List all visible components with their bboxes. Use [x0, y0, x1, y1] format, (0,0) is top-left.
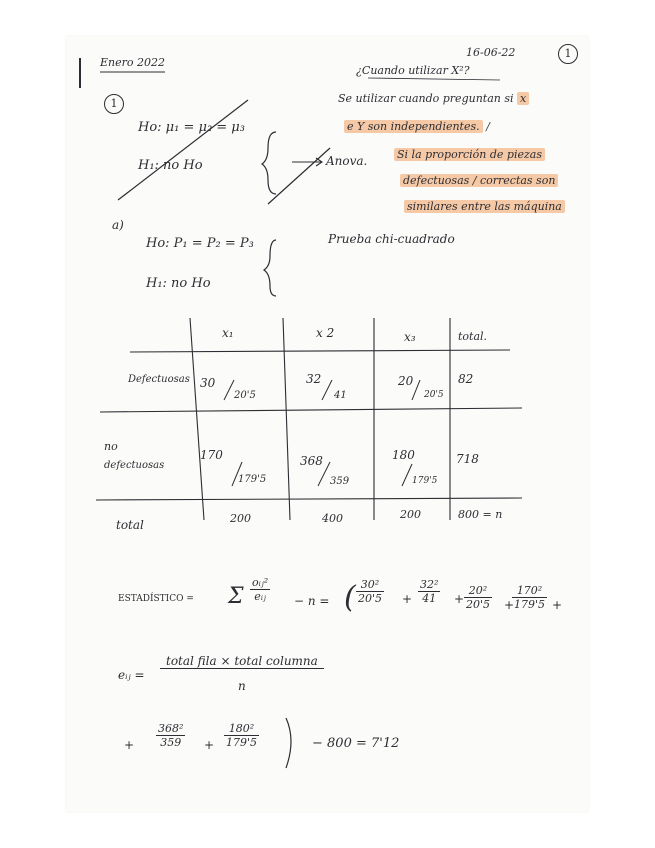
- brace-anova: [262, 132, 276, 194]
- total-col-1: 200: [230, 512, 251, 525]
- close-paren-stroke: [286, 718, 291, 768]
- note-line-1: Se utilizar cuando preguntan si x: [338, 92, 529, 105]
- sum-symbol: Σ: [228, 584, 244, 609]
- part-a-h0: Ho: P₁ = P₂ = P₃: [146, 236, 254, 251]
- final-plus-lead: +: [124, 738, 135, 752]
- open-paren: (: [344, 580, 356, 615]
- total-col-3: 200: [400, 508, 421, 521]
- final-fraction: $\frac{\text{180²}}{179'5}$: [226, 722, 258, 749]
- minus-n: − n =: [294, 594, 330, 608]
- expected-lhs: eᵢⱼ =: [118, 668, 145, 682]
- problem-number: 1: [104, 94, 124, 114]
- col-x2: x 2: [316, 326, 335, 340]
- cell-exp: 20'5: [234, 390, 256, 401]
- cell-obs: 170: [200, 448, 223, 462]
- row-label-no-defectuosas: defectuosas: [104, 460, 165, 471]
- note-title: ¿Cuando utilizar X²?: [356, 64, 470, 77]
- col-x3: x₃: [404, 330, 416, 344]
- note-line-4: defectuosas / correctas son: [400, 174, 558, 187]
- cell-obs: 20: [398, 374, 414, 388]
- note-highlight-x: x: [517, 92, 529, 105]
- crossout-stroke-2: [268, 148, 330, 204]
- note-line-2: e Y son independientes. /: [344, 120, 490, 133]
- sum-fraction: oᵢⱼ² eᵢⱼ: [252, 576, 269, 603]
- cell-exp: 41: [334, 390, 347, 401]
- anova-h0: Ho: μ₁ = μ₂ = μ₃: [138, 120, 245, 135]
- note-line-3: Si la proporción de piezas: [394, 148, 545, 161]
- page-number: 1: [558, 44, 578, 64]
- crossout-stroke-1: [118, 100, 248, 200]
- cell-obs: 32: [306, 372, 322, 386]
- anova-label: Anova.: [326, 154, 368, 168]
- part-a-label: a): [112, 218, 124, 232]
- final-fraction: $\frac{\text{368²}}{359}$: [158, 722, 184, 749]
- table-header-line: [130, 350, 510, 352]
- final-result: − 800 = 7'12: [312, 736, 400, 751]
- total-n: 800 = n: [458, 508, 503, 521]
- term-fraction: $\frac{\text{30²}}{20'5}$: [358, 578, 383, 605]
- part-a-method: Prueba chi-cuadrado: [328, 232, 455, 246]
- anova-h1: H₁: no Ho: [138, 158, 203, 173]
- cell-total: 718: [456, 452, 479, 466]
- expected-fraction: total fila × total columna n: [160, 654, 324, 693]
- total-label: total: [116, 518, 144, 532]
- cell-obs: 30: [200, 376, 216, 390]
- statistic-label: ESTADÍSTICO =: [118, 594, 194, 604]
- cell-exp: 179'5: [412, 476, 438, 486]
- col-x1: x₁: [222, 326, 234, 340]
- term-fraction: $\frac{\text{20²}}{20'5}$: [466, 584, 491, 611]
- total-col-2: 400: [322, 512, 343, 525]
- cell-total: 82: [458, 372, 474, 386]
- term-fraction: $\frac{\text{170²}}{179'5}$: [514, 584, 546, 611]
- cell-exp: 359: [330, 476, 350, 487]
- part-a-h1: H₁: no Ho: [146, 276, 211, 291]
- cell-obs: 368: [300, 454, 323, 468]
- cell-exp: 20'5: [424, 390, 444, 400]
- col-total: total.: [458, 330, 488, 343]
- table-row-line: [100, 408, 522, 412]
- table-col-line-1: [190, 318, 204, 520]
- date-left: Enero 2022: [100, 56, 165, 69]
- cell-exp: 179'5: [238, 474, 267, 485]
- table-total-line: [96, 498, 522, 500]
- date-right: 16-06-22: [466, 46, 516, 59]
- term-fraction: $\frac{\text{32²}}{41}$: [420, 578, 439, 605]
- note-line-5: similares entre las máquina: [404, 200, 565, 213]
- row-label-defectuosas: Defectuosas: [128, 374, 190, 385]
- brace-part-a: [264, 240, 276, 296]
- table-col-line-2: [283, 318, 290, 520]
- row-label-no: no: [104, 440, 118, 453]
- cell-obs: 180: [392, 448, 415, 462]
